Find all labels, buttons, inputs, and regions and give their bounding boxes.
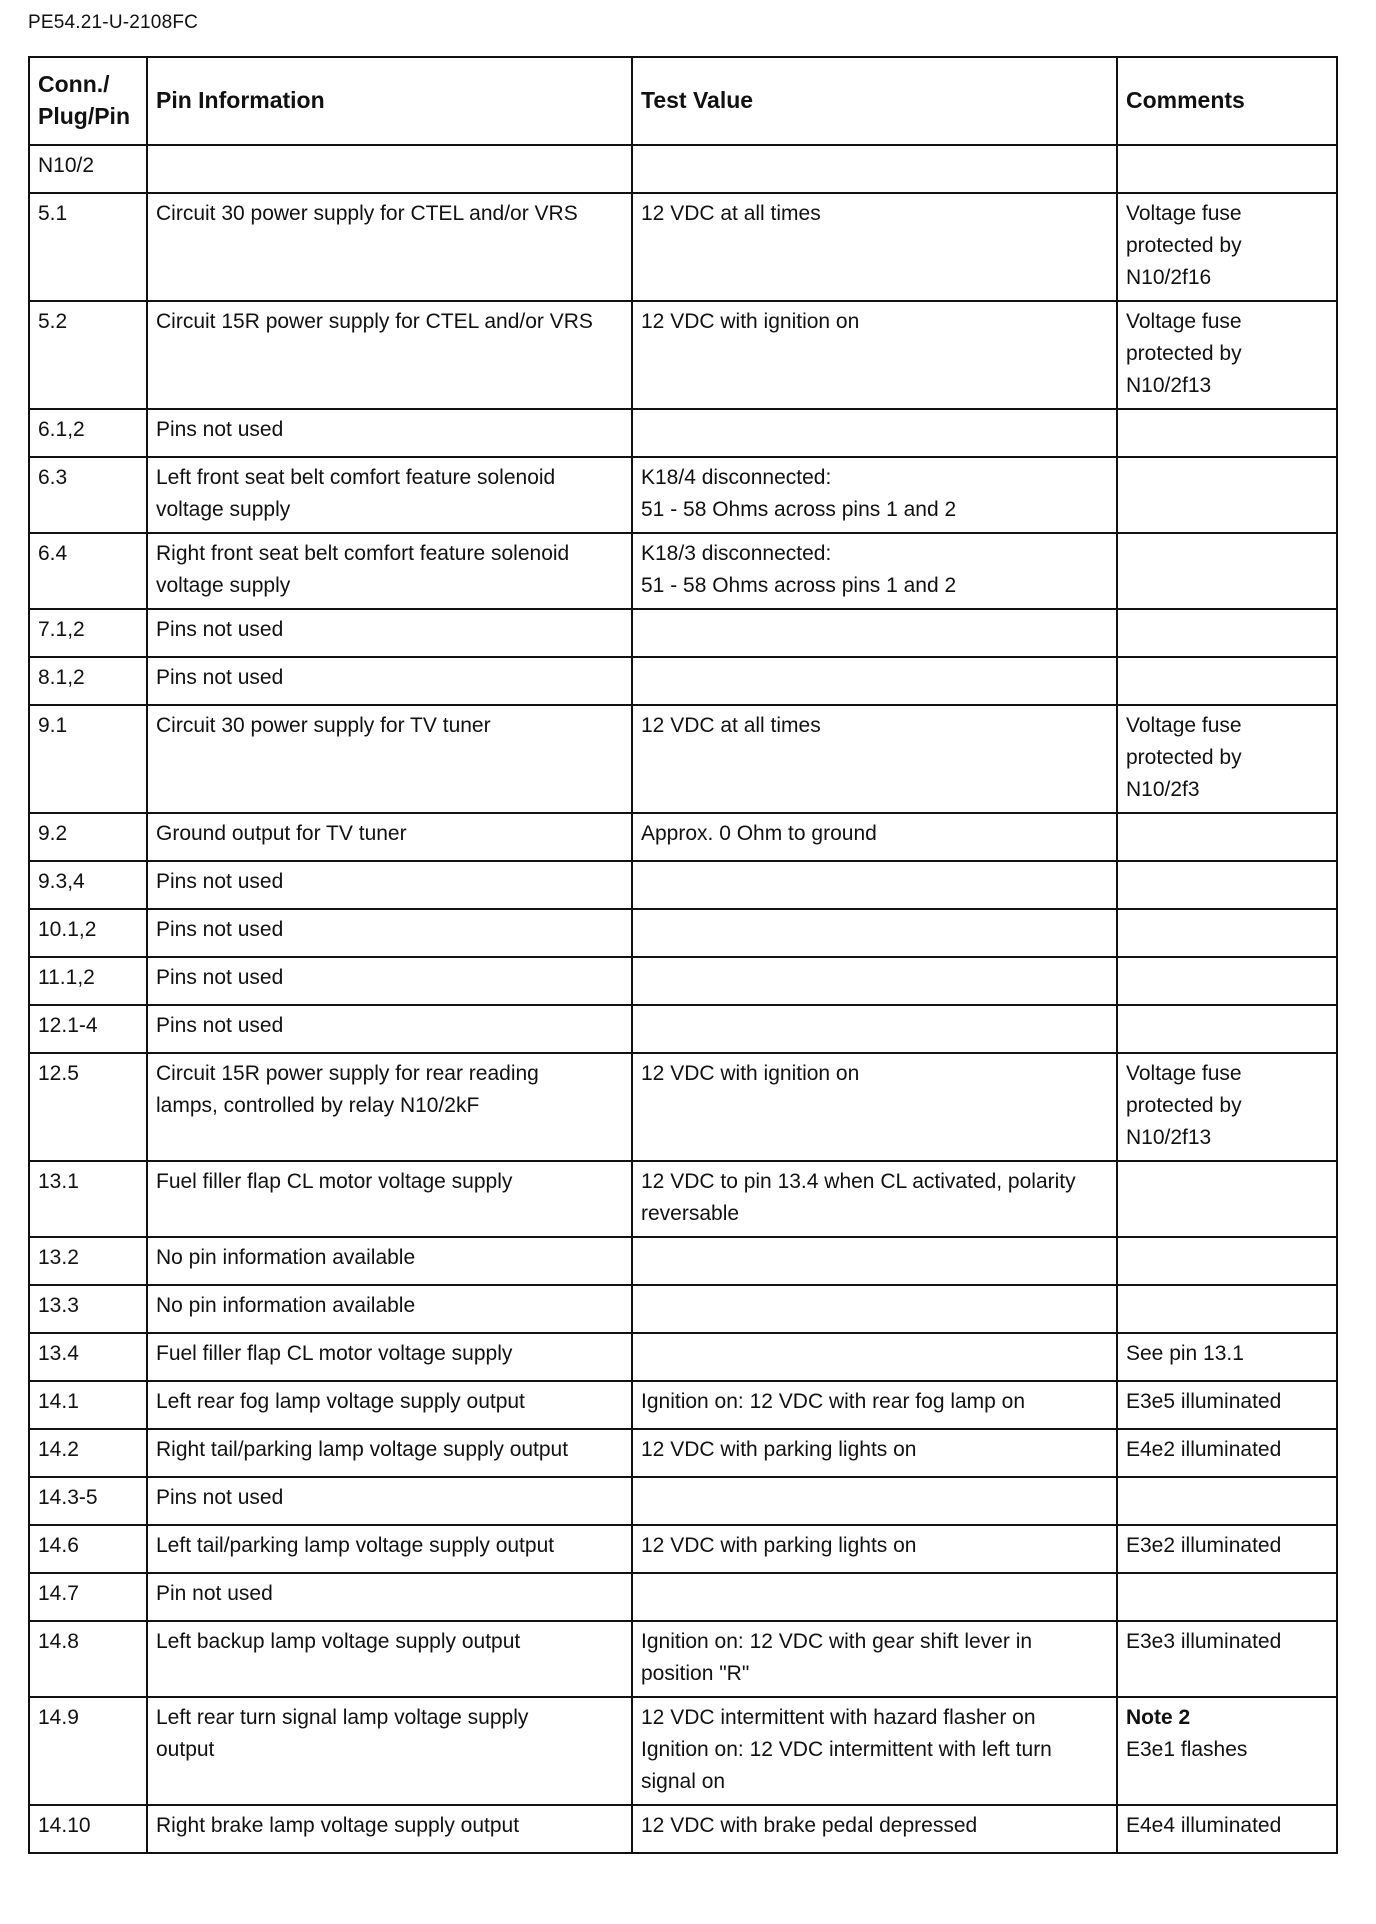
cell-comments: E4e2 illuminated — [1117, 1429, 1337, 1477]
cell-comments: E3e3 illuminated — [1117, 1621, 1337, 1697]
cell-pin-information: Right front seat belt comfort feature solenoid voltage supply — [147, 533, 632, 609]
cell-pin-information: Fuel filler flap CL motor voltage supply — [147, 1333, 632, 1381]
cell-pin: 14.6 — [29, 1525, 147, 1573]
cell-comments: Voltage fuse protected by N10/2f3 — [1117, 705, 1337, 813]
table-row — [29, 861, 1337, 909]
cell-comments: Voltage fuse protected by N10/2f13 — [1117, 301, 1337, 409]
table-row — [29, 145, 1337, 193]
cell-pin-information: Circuit 30 power supply for CTEL and/or VRS — [147, 193, 632, 301]
cell-test-value: 12 VDC with ignition on — [632, 1053, 1117, 1161]
cell-pin-information: Circuit 30 power supply for TV tuner — [147, 705, 632, 813]
table-row — [29, 1477, 1337, 1525]
cell-pin: 14.10 — [29, 1805, 147, 1853]
cell-pin: 14.7 — [29, 1573, 147, 1621]
cell-comments — [1117, 1161, 1337, 1237]
cell-pin: 10.1,2 — [29, 909, 147, 957]
cell-comments — [1117, 533, 1337, 609]
cell-pin: 5.2 — [29, 301, 147, 409]
cell-comments — [1117, 861, 1337, 909]
cell-comments: E3e5 illuminated — [1117, 1381, 1337, 1429]
cell-pin-information — [147, 145, 632, 193]
cell-comments — [1117, 1697, 1337, 1805]
cell-pin-information: Circuit 15R power supply for CTEL and/or VRS — [147, 301, 632, 409]
table-row — [29, 533, 1337, 609]
cell-comments — [1117, 409, 1337, 457]
table-row — [29, 957, 1337, 1005]
cell-test-value — [632, 957, 1117, 1005]
table-row — [29, 705, 1337, 813]
cell-pin-information: Fuel filler flap CL motor voltage supply — [147, 1161, 632, 1237]
comment-note: Note 2 — [1126, 1706, 1191, 1729]
table-row — [29, 909, 1337, 957]
cell-pin: 14.1 — [29, 1381, 147, 1429]
comment-text: E3e1 flashes — [1126, 1738, 1248, 1761]
cell-pin-information: Left rear turn signal lamp voltage supply output — [147, 1697, 632, 1805]
table-row — [29, 1381, 1337, 1429]
cell-pin-information: Pins not used — [147, 409, 632, 457]
cell-comments — [1117, 1285, 1337, 1333]
cell-pin-information: Pins not used — [147, 861, 632, 909]
table-body — [29, 145, 1337, 1853]
cell-test-value: 12 VDC with ignition on — [632, 301, 1117, 409]
cell-pin-information: Left backup lamp voltage supply output — [147, 1621, 632, 1697]
cell-test-value: 12 VDC with parking lights on — [632, 1525, 1117, 1573]
cell-comments — [1117, 609, 1337, 657]
table-row — [29, 1053, 1337, 1161]
cell-comments — [1117, 457, 1337, 533]
cell-pin-information: No pin information available — [147, 1285, 632, 1333]
table-row — [29, 1005, 1337, 1053]
cell-comments — [1117, 1237, 1337, 1285]
cell-comments — [1117, 813, 1337, 861]
cell-test-value: Ignition on: 12 VDC with gear shift lever in position "R" — [632, 1621, 1117, 1697]
table-row — [29, 1697, 1337, 1805]
cell-pin: 14.8 — [29, 1621, 147, 1697]
cell-test-value: 12 VDC intermittent with hazard flasher on Ignition on: 12 VDC intermittent with left turn signal on — [632, 1697, 1117, 1805]
cell-test-value: Ignition on: 12 VDC with rear fog lamp on — [632, 1381, 1117, 1429]
cell-test-value — [632, 909, 1117, 957]
cell-pin-information: Left tail/parking lamp voltage supply output — [147, 1525, 632, 1573]
cell-pin-information: Pins not used — [147, 657, 632, 705]
table-row — [29, 813, 1337, 861]
table-row — [29, 1333, 1337, 1381]
cell-pin: 5.1 — [29, 193, 147, 301]
cell-test-value: Approx. 0 Ohm to ground — [632, 813, 1117, 861]
cell-comments: Voltage fuse protected by N10/2f16 — [1117, 193, 1337, 301]
cell-pin: 9.2 — [29, 813, 147, 861]
cell-pin-information: No pin information available — [147, 1237, 632, 1285]
cell-pin: 11.1,2 — [29, 957, 147, 1005]
cell-test-value: K18/3 disconnected: 51 - 58 Ohms across pins 1 and 2 — [632, 533, 1117, 609]
cell-test-value — [632, 657, 1117, 705]
cell-test-value — [632, 409, 1117, 457]
table-row — [29, 409, 1337, 457]
cell-test-value — [632, 1285, 1117, 1333]
cell-test-value: 12 VDC at all times — [632, 193, 1117, 301]
cell-pin-information: Pins not used — [147, 909, 632, 957]
cell-pin: 14.3-5 — [29, 1477, 147, 1525]
table-row — [29, 609, 1337, 657]
cell-test-value: 12 VDC to pin 13.4 when CL activated, polarity reversable — [632, 1161, 1117, 1237]
cell-test-value — [632, 1573, 1117, 1621]
table-row — [29, 1805, 1337, 1853]
table-row — [29, 1161, 1337, 1237]
cell-pin-information: Pin not used — [147, 1573, 632, 1621]
cell-pin: 8.1,2 — [29, 657, 147, 705]
table-row — [29, 1285, 1337, 1333]
cell-pin: 13.4 — [29, 1333, 147, 1381]
cell-pin: 13.1 — [29, 1161, 147, 1237]
cell-pin-information: Ground output for TV tuner — [147, 813, 632, 861]
cell-pin-information: Pins not used — [147, 609, 632, 657]
cell-comments — [1117, 957, 1337, 1005]
table-row — [29, 193, 1337, 301]
cell-pin-information: Circuit 15R power supply for rear reading lamps, controlled by relay N10/2kF — [147, 1053, 632, 1161]
cell-test-value — [632, 1477, 1117, 1525]
cell-test-value: 12 VDC with brake pedal depressed — [632, 1805, 1117, 1853]
cell-comments — [1117, 145, 1337, 193]
cell-pin: 13.2 — [29, 1237, 147, 1285]
table-row — [29, 1525, 1337, 1573]
header-comments: Comments — [1117, 57, 1337, 145]
cell-pin-information: Pins not used — [147, 957, 632, 1005]
cell-pin-information: Left rear fog lamp voltage supply output — [147, 1381, 632, 1429]
cell-pin: 14.2 — [29, 1429, 147, 1477]
cell-pin: 12.5 — [29, 1053, 147, 1161]
cell-pin: 13.3 — [29, 1285, 147, 1333]
table-header-row — [29, 57, 1337, 145]
cell-pin: 12.1-4 — [29, 1005, 147, 1053]
cell-test-value: 12 VDC with parking lights on — [632, 1429, 1117, 1477]
cell-test-value — [632, 1005, 1117, 1053]
cell-pin: 6.1,2 — [29, 409, 147, 457]
table-row — [29, 1621, 1337, 1697]
cell-comments — [1117, 1005, 1337, 1053]
header-pin: Conn./ Plug/Pin — [29, 57, 147, 145]
cell-pin: 7.1,2 — [29, 609, 147, 657]
table-row — [29, 301, 1337, 409]
cell-pin: 9.1 — [29, 705, 147, 813]
cell-pin: 6.3 — [29, 457, 147, 533]
pin-information-table — [28, 56, 1338, 1854]
header-test-value: Test Value — [632, 57, 1117, 145]
cell-test-value — [632, 609, 1117, 657]
cell-comments — [1117, 1573, 1337, 1621]
table-row — [29, 1573, 1337, 1621]
cell-comments — [1117, 1477, 1337, 1525]
cell-comments: E3e2 illuminated — [1117, 1525, 1337, 1573]
cell-test-value: 12 VDC at all times — [632, 705, 1117, 813]
cell-test-value: K18/4 disconnected: 51 - 58 Ohms across pins 1 and 2 — [632, 457, 1117, 533]
cell-pin: N10/2 — [29, 145, 147, 193]
cell-test-value — [632, 1237, 1117, 1285]
cell-test-value — [632, 145, 1117, 193]
document-code: PE54.21-U-2108FC — [28, 12, 199, 33]
cell-pin-information: Pins not used — [147, 1005, 632, 1053]
cell-pin-information: Right tail/parking lamp voltage supply output — [147, 1429, 632, 1477]
table-row — [29, 457, 1337, 533]
cell-test-value — [632, 1333, 1117, 1381]
table-row — [29, 1429, 1337, 1477]
cell-test-value — [632, 861, 1117, 909]
table-row — [29, 1237, 1337, 1285]
header-pin-information: Pin Information — [147, 57, 632, 145]
cell-pin: 6.4 — [29, 533, 147, 609]
cell-comments — [1117, 657, 1337, 705]
cell-comments — [1117, 909, 1337, 957]
cell-pin: 14.9 — [29, 1697, 147, 1805]
cell-comments: Voltage fuse protected by N10/2f13 — [1117, 1053, 1337, 1161]
cell-pin: 9.3,4 — [29, 861, 147, 909]
cell-pin-information: Right brake lamp voltage supply output — [147, 1805, 632, 1853]
cell-pin-information: Pins not used — [147, 1477, 632, 1525]
cell-pin-information: Left front seat belt comfort feature solenoid voltage supply — [147, 457, 632, 533]
cell-comments: E4e4 illuminated — [1117, 1805, 1337, 1853]
cell-comments: See pin 13.1 — [1117, 1333, 1337, 1381]
table-row — [29, 657, 1337, 705]
